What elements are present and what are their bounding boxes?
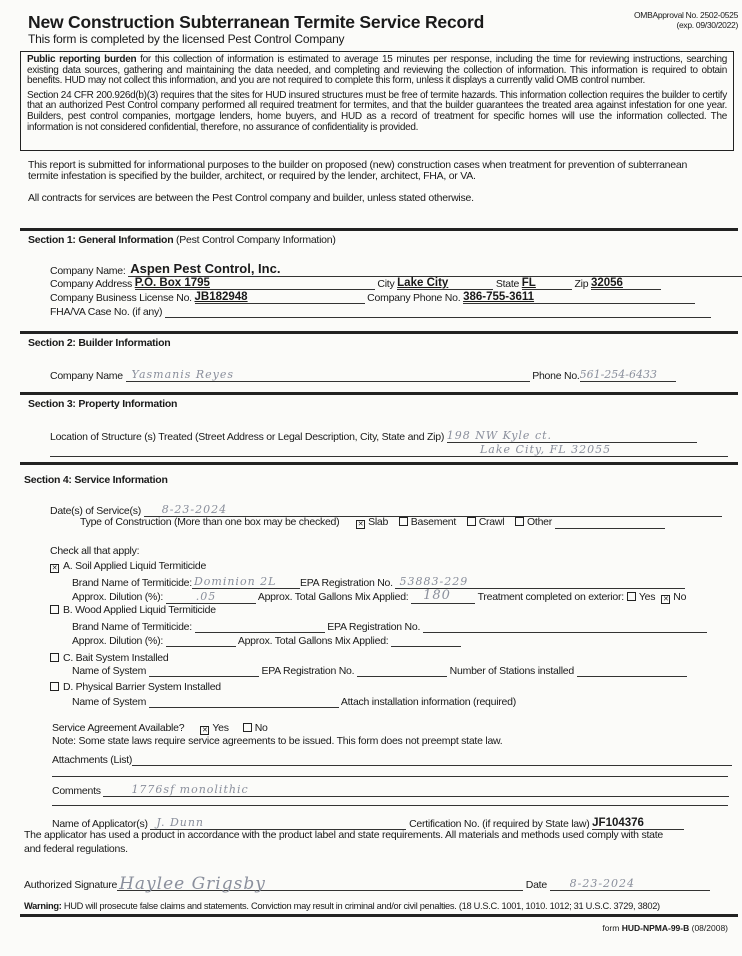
a-gallons-value: 180 <box>423 588 451 603</box>
divider <box>20 228 738 231</box>
c-name-label: Name of System <box>72 665 147 677</box>
address-row <box>50 277 661 290</box>
exterior-no-label: No <box>673 591 687 603</box>
omb-approval <box>634 10 738 30</box>
agreement-row <box>52 722 268 735</box>
option-c-details-row <box>72 664 687 677</box>
a-gallons-field[interactable] <box>411 589 475 604</box>
b-dilution-field[interactable] <box>166 634 236 647</box>
company-name-field[interactable] <box>128 262 742 277</box>
section-2-title: Section 2: Builder Information <box>28 337 171 349</box>
agreement-label: Service Agreement Available? <box>52 722 185 734</box>
divider <box>20 914 738 917</box>
burden-statement-box <box>20 51 734 151</box>
a-epa-value: 53883-229 <box>399 575 469 588</box>
other-checkbox[interactable] <box>515 517 524 526</box>
section-1-title: Section 1: General Information <box>28 234 174 246</box>
agreement-yes-label: Yes <box>212 722 229 734</box>
service-date-row <box>50 502 722 517</box>
divider <box>20 392 738 395</box>
applicator-value: J. Dunn <box>156 816 205 829</box>
a-dilution-field[interactable] <box>166 589 256 604</box>
a-epa-label: EPA Registration No. <box>299 577 393 589</box>
city-label: City <box>377 278 395 290</box>
a-dilution-value: .05 <box>195 590 217 603</box>
section-1-note: (Pest Control Company Information) <box>173 234 336 246</box>
option-c-row <box>50 652 168 664</box>
license-label: Company Business License No. <box>50 292 192 304</box>
applicator-statement <box>24 828 663 856</box>
comments-label: Comments <box>52 785 101 797</box>
signature-field[interactable] <box>117 872 523 894</box>
city-value: Lake City <box>397 277 449 289</box>
fha-field[interactable] <box>165 305 711 318</box>
burden-lead: Public reporting burden <box>27 54 137 65</box>
statement-line-1: The applicator has used a product in accordance with the product label and state requirements. All materials and methods used comply with state <box>24 829 663 841</box>
d-name-field[interactable] <box>149 695 339 708</box>
option-c-checkbox[interactable] <box>50 653 59 662</box>
a-brand-label: Brand Name of Termiticide: <box>72 577 192 589</box>
license-row <box>50 291 695 304</box>
address-value: P.O. Box 1795 <box>134 277 210 289</box>
builder-company-label: Company Name <box>50 370 123 382</box>
location-line-2: Lake City, FL 32055 <box>480 443 612 456</box>
signature-label: Authorized Signature <box>24 879 118 891</box>
company-phone-value: 386-755-3611 <box>463 291 535 303</box>
builder-phone-field[interactable] <box>580 367 676 382</box>
basement-label: Basement <box>410 516 457 528</box>
crawl-checkbox[interactable] <box>467 517 476 526</box>
warning-text <box>24 901 660 911</box>
construction-type-row <box>80 516 665 529</box>
statement-line-2: and federal regulations. <box>24 843 128 855</box>
option-d-row <box>50 681 221 693</box>
agreement-note: Note: Some state laws require service agreements to be issued. This form does not preempt state law. <box>52 735 503 747</box>
construction-type-label: Type of Construction (More than one box may be checked) <box>80 516 340 528</box>
location-label: Location of Structure (s) Treated (Street Address or Legal Description, City, State and Zip) <box>50 431 445 443</box>
form-number: HUD-NPMA-99-B <box>621 923 690 933</box>
certification-label: Certification No. (if required by State law) <box>409 818 590 830</box>
warning-lead: Warning: <box>24 901 62 911</box>
fha-row <box>50 305 711 318</box>
service-date-field[interactable] <box>144 502 722 517</box>
b-epa-label: EPA Registration No. <box>327 621 421 633</box>
comments-row <box>52 782 729 797</box>
a-brand-value: Dominion 2L <box>193 575 277 588</box>
builder-row <box>50 367 676 382</box>
option-b-checkbox[interactable] <box>50 605 59 614</box>
option-c-label: C. Bait System Installed <box>63 652 169 664</box>
option-d-details-row <box>72 695 516 708</box>
city-field[interactable] <box>397 277 493 290</box>
zip-value: 32056 <box>590 277 623 289</box>
comments-value: 1776sf monolithic <box>131 783 249 796</box>
a-gallons-label: Approx. Total Gallons Mix Applied: <box>257 591 409 603</box>
builder-phone-value: 561-254-6433 <box>579 368 658 381</box>
divider <box>20 462 738 465</box>
exterior-label: Treatment completed on exterior: <box>477 591 624 603</box>
section-4-title: Section 4: Service Information <box>24 474 168 486</box>
option-a-dilution-row <box>72 589 686 604</box>
state-value: FL <box>521 277 536 289</box>
license-value: JB182948 <box>194 291 248 303</box>
attachments-label: Attachments (List) <box>52 754 133 766</box>
company-phone-field[interactable] <box>463 291 695 304</box>
builder-company-value: Yasmanis Reyes <box>131 368 235 381</box>
contracts-note: All contracts for services are between the Pest Control company and builder, unless stated otherwise. <box>28 192 474 204</box>
signature-date-field[interactable] <box>550 876 710 891</box>
exterior-no-checkbox[interactable]: ✕ <box>662 596 669 603</box>
warning-body: HUD will prosecute false claims and statements. Conviction may result in criminal and/or civil penalties. (18 U.S.C. 1001, 1010. 1012; 31 U.S.C. 3729, 3802) <box>61 901 660 911</box>
d-attach-label: Attach installation information (required) <box>340 696 516 708</box>
slab-label: Slab <box>368 516 389 528</box>
state-label: State <box>495 278 520 290</box>
omb-number: OMBApproval No. 2502-0525 <box>633 10 738 20</box>
applicator-label: Name of Applicator(s) <box>52 818 148 830</box>
c-epa-field[interactable] <box>357 664 447 677</box>
other-label: Other <box>526 516 552 528</box>
zip-field[interactable] <box>591 277 661 290</box>
state-field[interactable] <box>522 277 572 290</box>
signature-value: Haylee Grigsby <box>119 874 266 894</box>
crawl-label: Crawl <box>478 516 505 528</box>
exterior-yes-label: Yes <box>638 591 656 603</box>
option-a-label: A. Soil Applied Liquid Termiticide <box>63 560 207 572</box>
option-b-dilution-row <box>72 634 461 647</box>
option-d-label: D. Physical Barrier System Installed <box>63 681 221 693</box>
option-b-label: B. Wood Applied Liquid Termiticide <box>63 604 216 616</box>
service-date-label: Date(s) of Service(s) <box>50 505 142 517</box>
location-line-1: 198 NW Kyle ct. <box>446 429 553 442</box>
a-brand-field[interactable] <box>192 574 300 589</box>
address-label: Company Address <box>50 278 133 290</box>
service-date-value: 8-23-2024 <box>161 503 228 516</box>
comments-line-2 <box>52 805 728 806</box>
b-epa-field[interactable] <box>423 620 707 633</box>
address-field[interactable] <box>135 277 375 290</box>
slab-checkbox[interactable]: ✕ <box>357 521 364 528</box>
company-name-row <box>50 262 742 277</box>
c-epa-label: EPA Registration No. <box>261 665 355 677</box>
check-all-label: Check all that apply: <box>50 545 140 557</box>
c-stations-field[interactable] <box>577 664 687 677</box>
option-b-brand-row <box>72 620 707 633</box>
attachments-line-2 <box>52 776 728 777</box>
signature-date-value: 8-23-2024 <box>569 877 636 890</box>
location-row-2 <box>50 442 728 457</box>
other-field[interactable] <box>555 516 665 529</box>
section-3-title: Section 3: Property Information <box>28 398 178 410</box>
form-title: New Construction Subterranean Termite Service Record <box>28 12 485 32</box>
intro-paragraph <box>28 160 687 182</box>
signature-date-label: Date <box>525 879 547 891</box>
section-1-heading <box>28 234 336 246</box>
builder-company-field[interactable] <box>126 367 530 382</box>
option-a-brand-row <box>72 574 685 589</box>
builder-phone-label: Phone No. <box>532 370 580 382</box>
signature-row <box>24 872 710 894</box>
form-date: (08/2008) <box>689 923 728 933</box>
license-field[interactable] <box>195 291 365 304</box>
burden-paragraph <box>27 55 727 87</box>
location-field-1[interactable] <box>447 428 697 443</box>
agreement-no-label: No <box>254 722 268 734</box>
comments-field[interactable] <box>103 782 729 797</box>
location-row <box>50 428 697 443</box>
omb-expiration: (exp. 09/30/2022) <box>676 20 738 30</box>
a-epa-field[interactable] <box>395 574 685 589</box>
attachments-field[interactable] <box>132 753 732 766</box>
agreement-no-checkbox[interactable] <box>243 723 252 732</box>
certification-value: JF104376 <box>592 817 644 829</box>
a-dilution-label: Approx. Dilution (%): <box>72 591 164 603</box>
attachments-row <box>52 753 732 766</box>
company-name-label: Company Name: <box>50 265 126 277</box>
cfr-paragraph: Section 24 CFR 200.926d(b)(3) requires that the sites for HUD insured structures must be free of termite hazards. This information collection requires the builder to certify that an authorized Pest Control company performed all required treatment for termites, and that the builder guarantees the treated area against infestation for one year. Builders, pest control companies, mortgage lenders, home buyers, and HUD as a record of treatment for specific homes will use the information collected. The information is not considered confidential, therefore, no assurance of confidentiality is provided. <box>27 89 727 133</box>
d-name-label: Name of System <box>72 696 147 708</box>
form-prefix: form <box>602 923 622 933</box>
b-gallons-field[interactable] <box>391 634 461 647</box>
intro-line-1: This report is submitted for informational purposes to the builder on proposed (new) construction cases when treatment for prevention of subterranean <box>28 159 688 171</box>
form-id <box>602 923 728 933</box>
intro-line-2: termite infestation is specified by the builder, architect, or required by the lender, architect, FHA, or VA. <box>28 170 476 182</box>
fha-label: FHA/VA Case No. (if any) <box>50 306 163 318</box>
option-d-checkbox[interactable] <box>50 682 59 691</box>
b-dilution-label: Approx. Dilution (%): <box>72 635 164 647</box>
location-field-2[interactable] <box>50 442 728 457</box>
exterior-yes-checkbox[interactable] <box>627 592 636 601</box>
option-a-row <box>50 560 206 573</box>
b-brand-field[interactable] <box>195 620 325 633</box>
b-brand-label: Brand Name of Termiticide: <box>72 621 192 633</box>
c-stations-label: Number of Stations installed <box>449 665 574 677</box>
company-name-value: Aspen Pest Control, Inc. <box>130 261 281 276</box>
form-subtitle: This form is completed by the licensed Pest Control Company <box>28 32 345 46</box>
b-gallons-label: Approx. Total Gallons Mix Applied: <box>237 635 389 647</box>
option-b-row <box>50 604 216 616</box>
zip-label: Zip <box>574 278 589 290</box>
divider <box>20 331 738 334</box>
burden-text: for this collection of information is estimated to average 15 minutes per response, including the time for reviewing instructions, searching existing data sources, gathering and maintaining the data needed, and completing and reviewing the collection of information. This information is required to obtain benefits. HUD may not collect this information, and you are not required to complete this form, unless it displays a currently valid OMB control number. <box>27 54 727 87</box>
basement-checkbox[interactable] <box>399 517 408 526</box>
c-name-field[interactable] <box>149 664 259 677</box>
option-a-checkbox[interactable]: ✕ <box>51 565 58 572</box>
agreement-yes-checkbox[interactable]: ✕ <box>202 727 208 734</box>
company-phone-label: Company Phone No. <box>367 292 461 304</box>
